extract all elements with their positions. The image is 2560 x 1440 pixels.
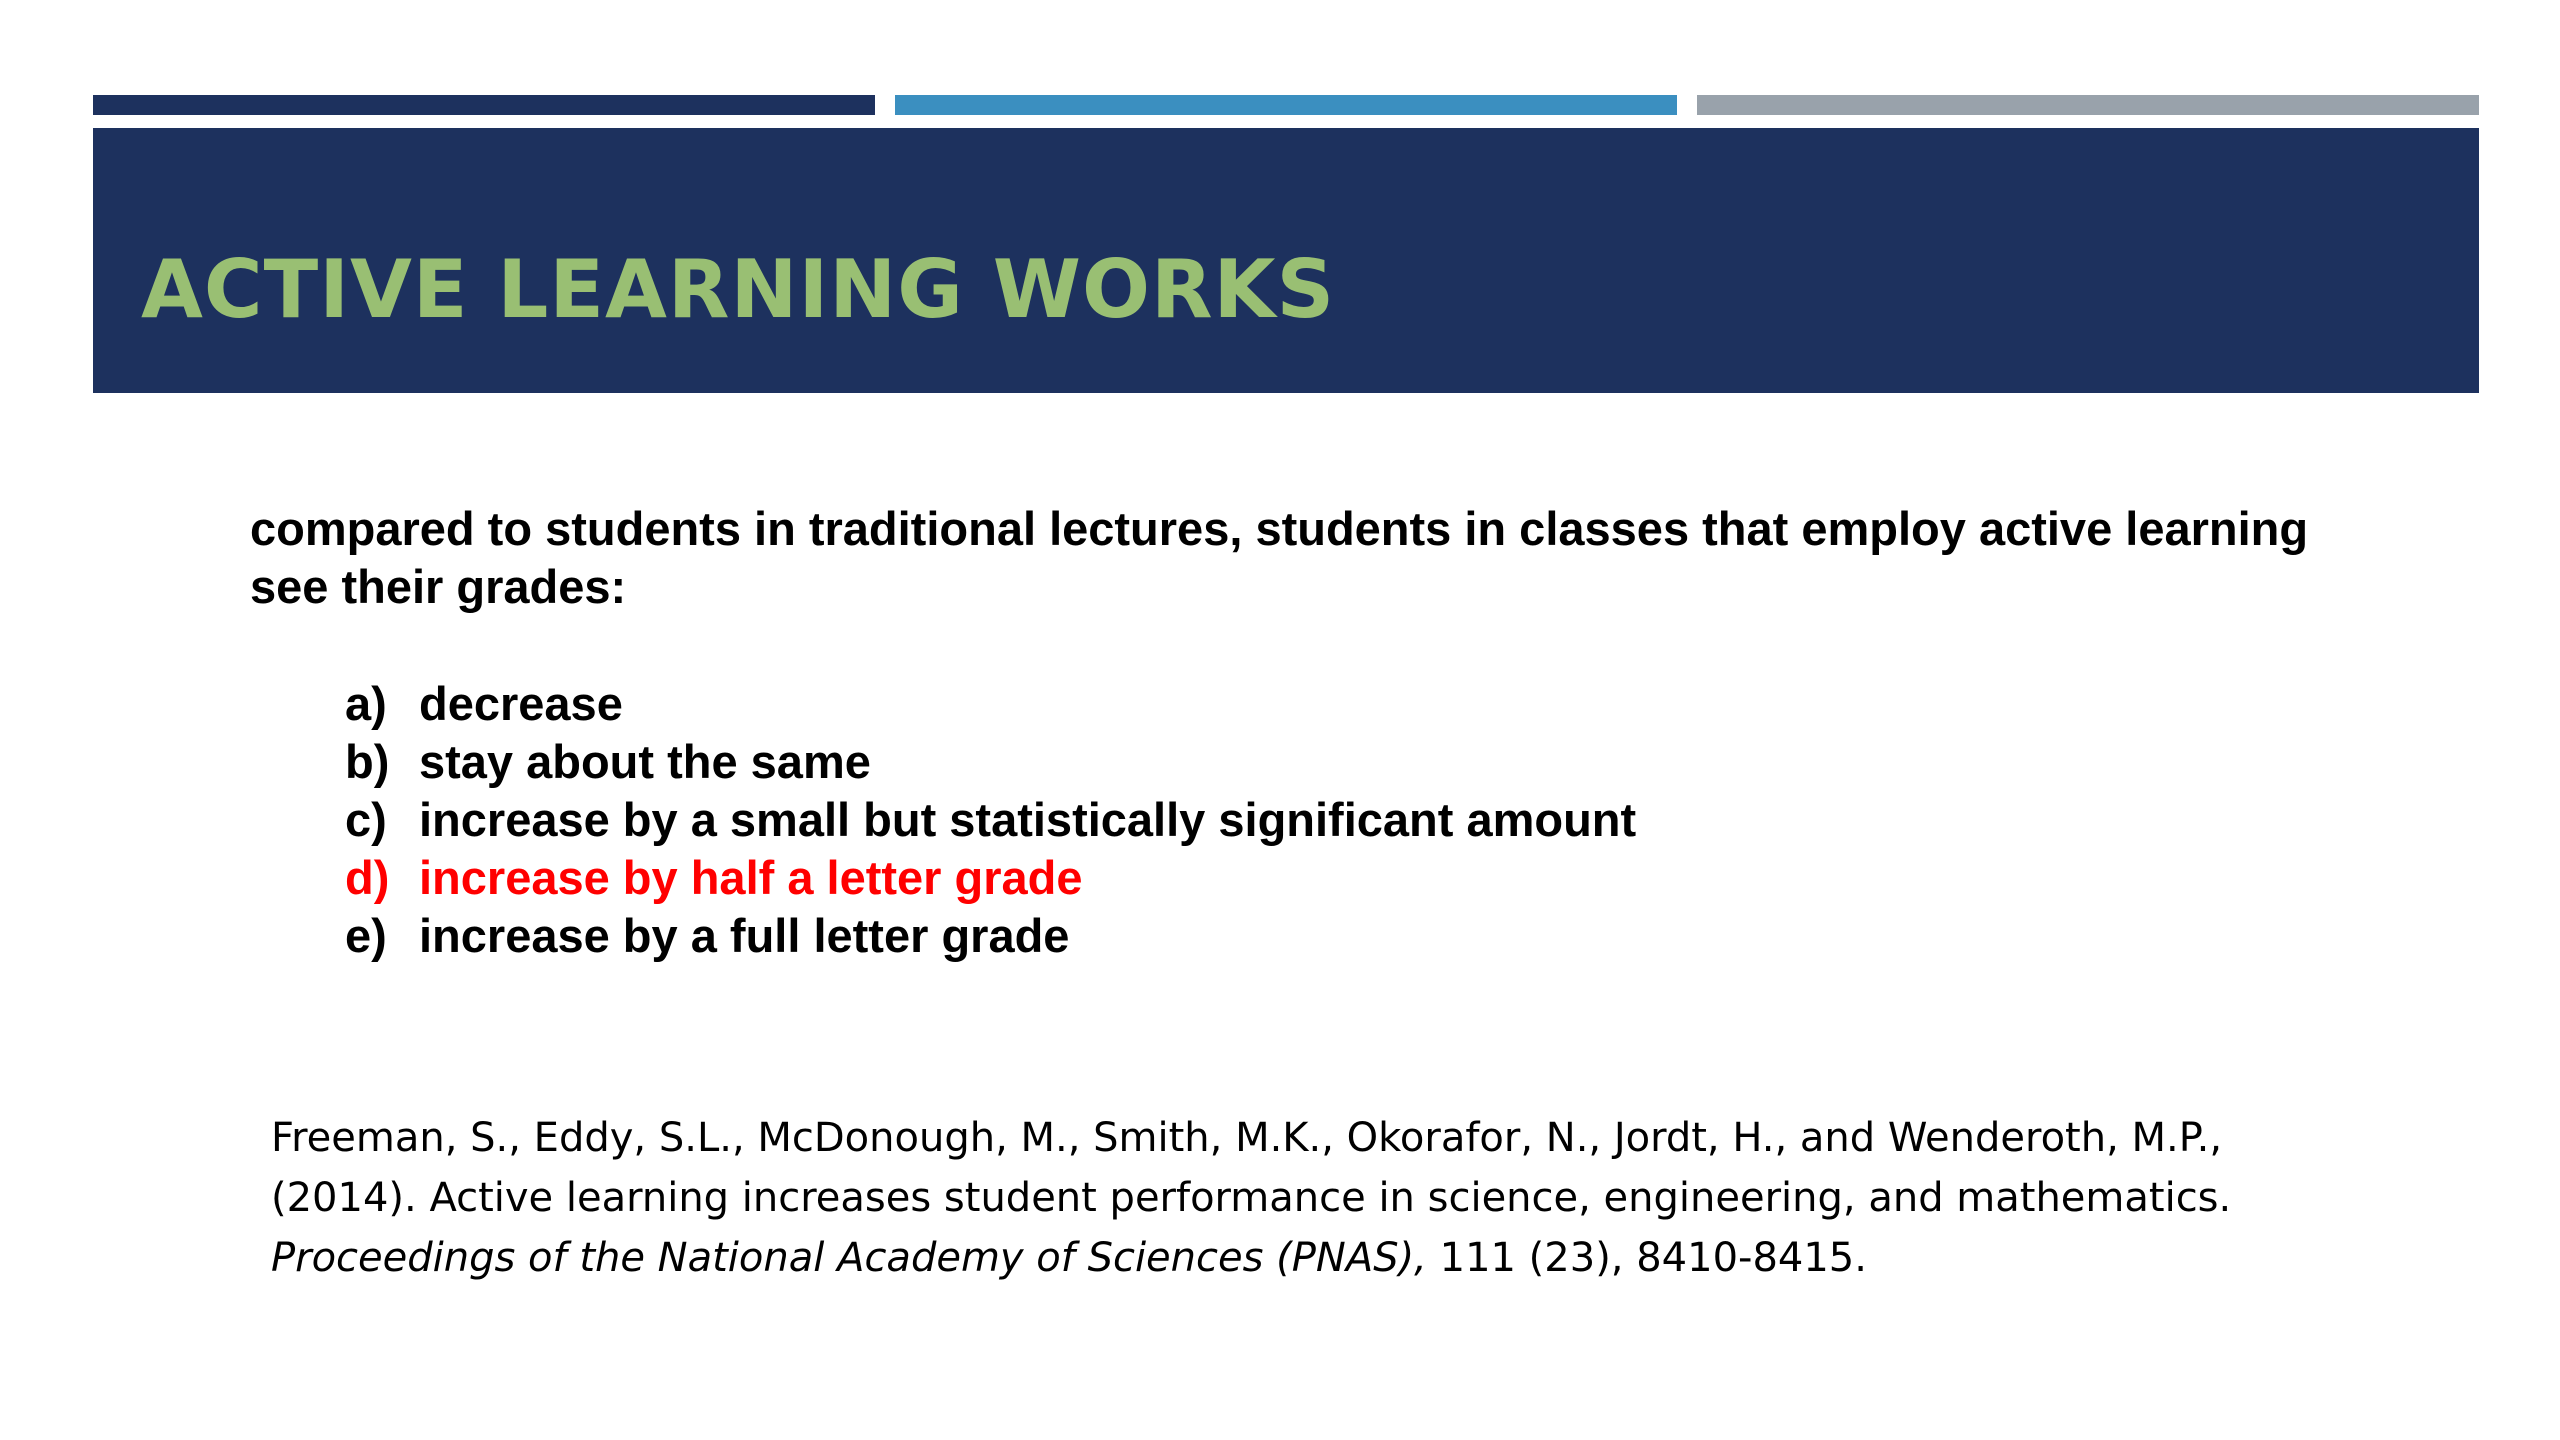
option-text: increase by a full letter grade <box>419 909 1070 962</box>
option-letter: a) <box>345 677 387 730</box>
citation-year-title: (2014). Active learning increases student performance in science, engineering, and mathematics. <box>271 1175 2232 1221</box>
question-text: compared to students in traditional lectures, students in classes that employ active learning see their grades: <box>250 502 2309 613</box>
citation-authors: Freeman, S., Eddy, S.L., McDonough, M., Smith, M.K., Okorafor, N., Jordt, H., and Wenderoth, M.P., <box>271 1115 2223 1161</box>
answer-option-a <box>345 675 1636 733</box>
option-text: decrease <box>419 677 623 730</box>
answer-option-c <box>345 791 1636 849</box>
title-band <box>93 128 2479 393</box>
answer-option-d <box>345 849 1636 907</box>
accent-bar-dark-blue <box>93 95 875 115</box>
accent-bar-gray <box>1697 95 2479 115</box>
answer-option-b <box>345 733 1636 791</box>
citation <box>271 1108 2471 1288</box>
answer-options-list <box>345 675 1636 965</box>
citation-journal: Proceedings of the National Academy of Sciences (PNAS), <box>271 1235 1427 1281</box>
option-letter: e) <box>345 909 387 962</box>
option-letter: c) <box>345 793 387 846</box>
accent-bar-light-blue <box>895 95 1677 115</box>
slide-title: ACTIVE LEARNING WORKS <box>141 243 1336 336</box>
option-text: increase by half a letter grade <box>419 851 1083 904</box>
option-text: increase by a small but statistically significant amount <box>419 793 1637 846</box>
option-letter: b) <box>345 735 390 788</box>
citation-volume-pages: 111 (23), 8410-8415. <box>1426 1235 1867 1281</box>
option-letter: d) <box>345 851 390 904</box>
answer-option-e <box>345 907 1636 965</box>
option-text: stay about the same <box>419 735 871 788</box>
